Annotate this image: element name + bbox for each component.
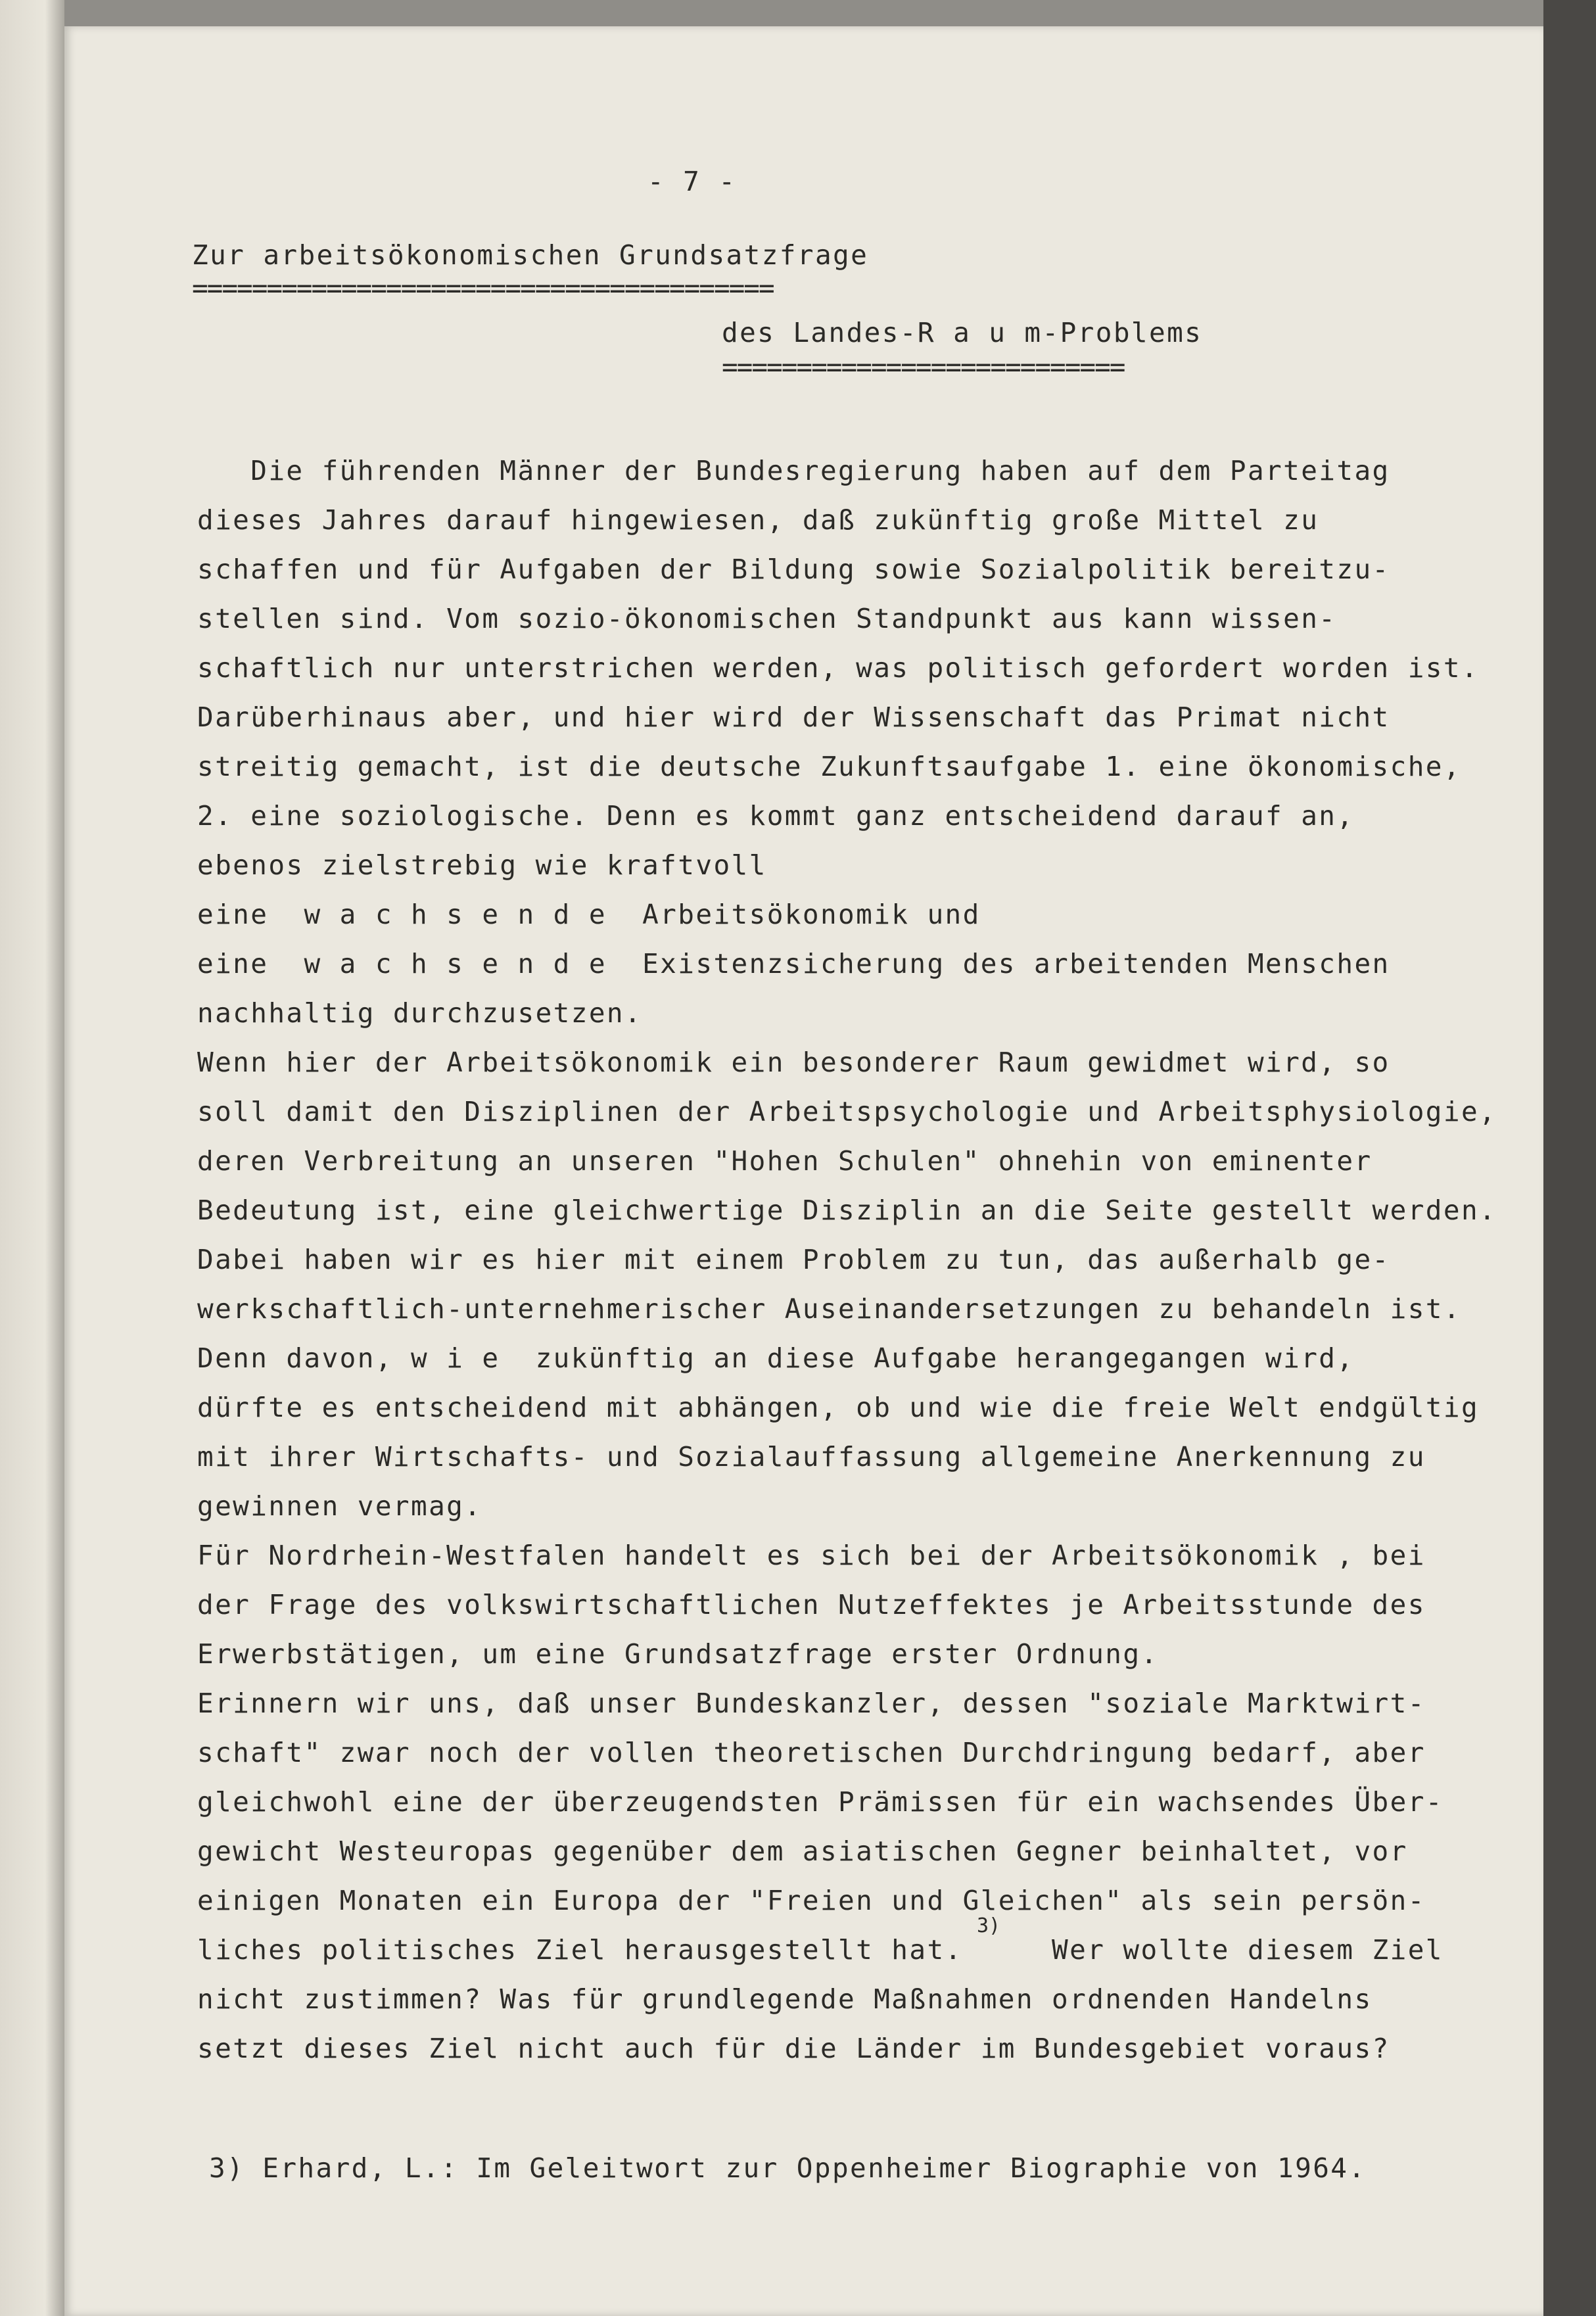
body-line: streitig gemacht, ist die deutsche Zukunftsaufgabe 1. eine ökonomische, — [197, 751, 1461, 782]
body-line: deren Verbreitung an unseren "Hohen Schulen" ohnehin von eminenter — [197, 1145, 1373, 1177]
body-line: Die führenden Männer der Bundesregierung haben auf dem Parteitag — [197, 455, 1390, 486]
body-line: gewinnen vermag. — [197, 1490, 482, 1522]
heading-line-2: des Landes-R a u m-Problems — [722, 317, 1203, 348]
body-line: gleichwohl eine der überzeugendsten Prämissen für ein wachsendes Über- — [197, 1786, 1443, 1818]
body-line: Darüberhinaus aber, und hier wird der Wissenschaft das Primat nicht — [197, 701, 1390, 733]
page-number: - 7 - — [647, 166, 737, 197]
body-line: 2. eine soziologische. Denn es kommt ganz entscheidend darauf an, — [197, 800, 1355, 832]
body-line: gewicht Westeuropas gegenüber dem asiatischen Gegner beinhaltet, vor — [197, 1835, 1408, 1867]
body-line: Erinnern wir uns, daß unser Bundeskanzler, dessen "soziale Marktwirt- — [197, 1688, 1426, 1719]
body-line: eine w a c h s e n d e Existenzsicherung des arbeitenden Menschen — [197, 948, 1390, 980]
body-line: liches politisches Ziel herausgestellt hat. Wer wollte diesem Ziel — [197, 1934, 1443, 1966]
body-line: schaftlich nur unterstrichen werden, was politisch gefordert worden ist. — [197, 652, 1480, 684]
scan-background — [1543, 0, 1596, 2316]
body-line: mit ihrer Wirtschafts- und Sozialauffassung allgemeine Anerkennung zu — [197, 1441, 1426, 1473]
footnote: 3) Erhard, L.: Im Geleitwort zur Oppenheimer Biographie von 1964. — [209, 2152, 1367, 2184]
body-line: Erwerbstätigen, um eine Grundsatzfrage erster Ordnung. — [197, 1638, 1159, 1670]
body-line: der Frage des volkswirtschaftlichen Nutzeffektes je Arbeitsstunde des — [197, 1589, 1426, 1620]
body-line: Denn davon, w i e zukünftig an diese Aufgabe herangegangen wird, — [197, 1342, 1355, 1374]
body-line: eine w a c h s e n d e Arbeitsökonomik und — [197, 899, 981, 930]
body-line: dieses Jahres darauf hingewiesen, daß zukünftig große Mittel zu — [197, 504, 1319, 536]
body-line: Bedeutung ist, eine gleichwertige Disziplin an die Seite gestellt werden. — [197, 1194, 1497, 1226]
body-line: nicht zustimmen? Was für grundlegende Maßnahmen ordnenden Handelns — [197, 1983, 1373, 2015]
body-line: dürfte es entscheidend mit abhängen, ob und wie die freie Welt endgültig — [197, 1392, 1480, 1423]
heading-line-1: Zur arbeitsökonomischen Grundsatzfrage — [192, 239, 869, 271]
body-line: setzt dieses Ziel nicht auch für die Länder im Bundesgebiet voraus? — [197, 2033, 1390, 2064]
heading-underline-1: ======================================= — [192, 272, 774, 304]
footnote-marker: 3) — [977, 1914, 1001, 1937]
body-line: einigen Monaten ein Europa der "Freien und Gleichen" als sein persön- — [197, 1885, 1426, 1916]
body-line: soll damit den Disziplinen der Arbeitspsychologie und Arbeitsphysiologie, — [197, 1096, 1497, 1127]
body-line: schaft" zwar noch der vollen theoretischen Durchdringung bedarf, aber — [197, 1737, 1426, 1768]
facing-page-edge — [0, 0, 64, 2316]
body-line: werkschaftlich-unternehmerischer Auseinandersetzungen zu behandeln ist. — [197, 1293, 1461, 1325]
body-line: ebenos zielstrebig wie kraftvoll — [197, 849, 767, 881]
body-line: Für Nordrhein-Westfalen handelt es sich bei der Arbeitsökonomik , bei — [197, 1540, 1426, 1571]
body-line: nachhaltig durchzusetzen. — [197, 997, 643, 1029]
heading-underline-2: =========================== — [722, 351, 1125, 383]
body-line: Wenn hier der Arbeitsökonomik ein besonderer Raum gewidmet wird, so — [197, 1047, 1390, 1078]
body-line: Dabei haben wir es hier mit einem Problem zu tun, das außerhalb ge- — [197, 1244, 1390, 1275]
body-line: stellen sind. Vom sozio-ökonomischen Standpunkt aus kann wissen- — [197, 603, 1337, 634]
body-line: schaffen und für Aufgaben der Bildung sowie Sozialpolitik bereitzu- — [197, 554, 1390, 585]
